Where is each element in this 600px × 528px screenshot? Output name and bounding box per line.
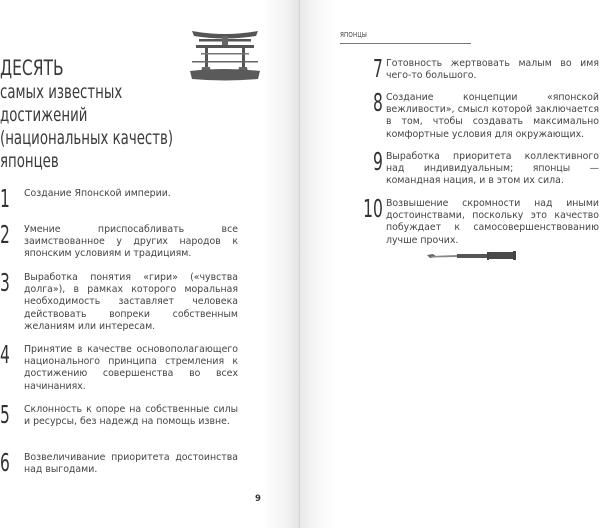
running-header: ЯПОНЦЫ bbox=[340, 31, 367, 39]
item-number: 4 bbox=[0, 340, 10, 369]
title-line-main: ДЕСЯТЬ bbox=[0, 56, 64, 80]
item-text: Возвышение скромности над иными достоинствами, поскольку это качество побуждает к самосовершенствованию лучше прочих. bbox=[386, 198, 599, 246]
left-page bbox=[0, 0, 299, 528]
item-number: 5 bbox=[0, 400, 10, 429]
item-text: Возвеличивание приоритета достоинства над выгодами. bbox=[24, 452, 238, 476]
item-number: 6 bbox=[0, 448, 10, 477]
item-text: Умение приспосабливать все заимствованное у других народов к японским условиям и традициям. bbox=[24, 224, 238, 260]
item-text: Готовность жертвовать малым во имя чего-то большого. bbox=[386, 58, 599, 82]
item-number: 10 bbox=[363, 194, 383, 223]
katana-icon bbox=[427, 249, 517, 263]
chapter-title bbox=[0, 56, 222, 173]
title-line: достижений bbox=[0, 104, 88, 126]
title-line: самых известных bbox=[0, 81, 123, 103]
item-text: Принятие в качестве основополагающего национального принципа стремления к достижению совершенства во всех начинаниях. bbox=[24, 344, 238, 392]
item-text: Выработка понятия «гири» («чувства долга»), в рамках которого моральная необходимость заставляет человека действовать вопреки собственным желаниям или интересам. bbox=[24, 272, 238, 332]
title-line: (национальных качеств) bbox=[0, 127, 174, 149]
item-text: Создание Японской империи. bbox=[24, 188, 171, 199]
item-text: Склонность к опоре на собственные силы и ресурсы, без надежд на помощь извне. bbox=[24, 404, 238, 428]
torii-gate-icon bbox=[190, 27, 260, 82]
item-number: 3 bbox=[0, 268, 10, 297]
item-number: 2 bbox=[0, 220, 10, 249]
title-line: японцев bbox=[0, 150, 59, 172]
item-number: 1 bbox=[0, 184, 10, 213]
item-text: Выработка приоритета коллективного над индивидуальным; японцы — командная нация, и в этом их сила. bbox=[386, 151, 599, 187]
item-number: 8 bbox=[373, 88, 383, 117]
page-number: 9 bbox=[255, 494, 261, 504]
item-number: 9 bbox=[373, 147, 383, 176]
right-page-content bbox=[300, 0, 600, 528]
item-text: Создание концепции «японской вежливости», смысл которой заключается в том, чтобы создавать максимально комфортные условия для окружающих. bbox=[386, 92, 599, 140]
item-number: 7 bbox=[373, 54, 383, 83]
